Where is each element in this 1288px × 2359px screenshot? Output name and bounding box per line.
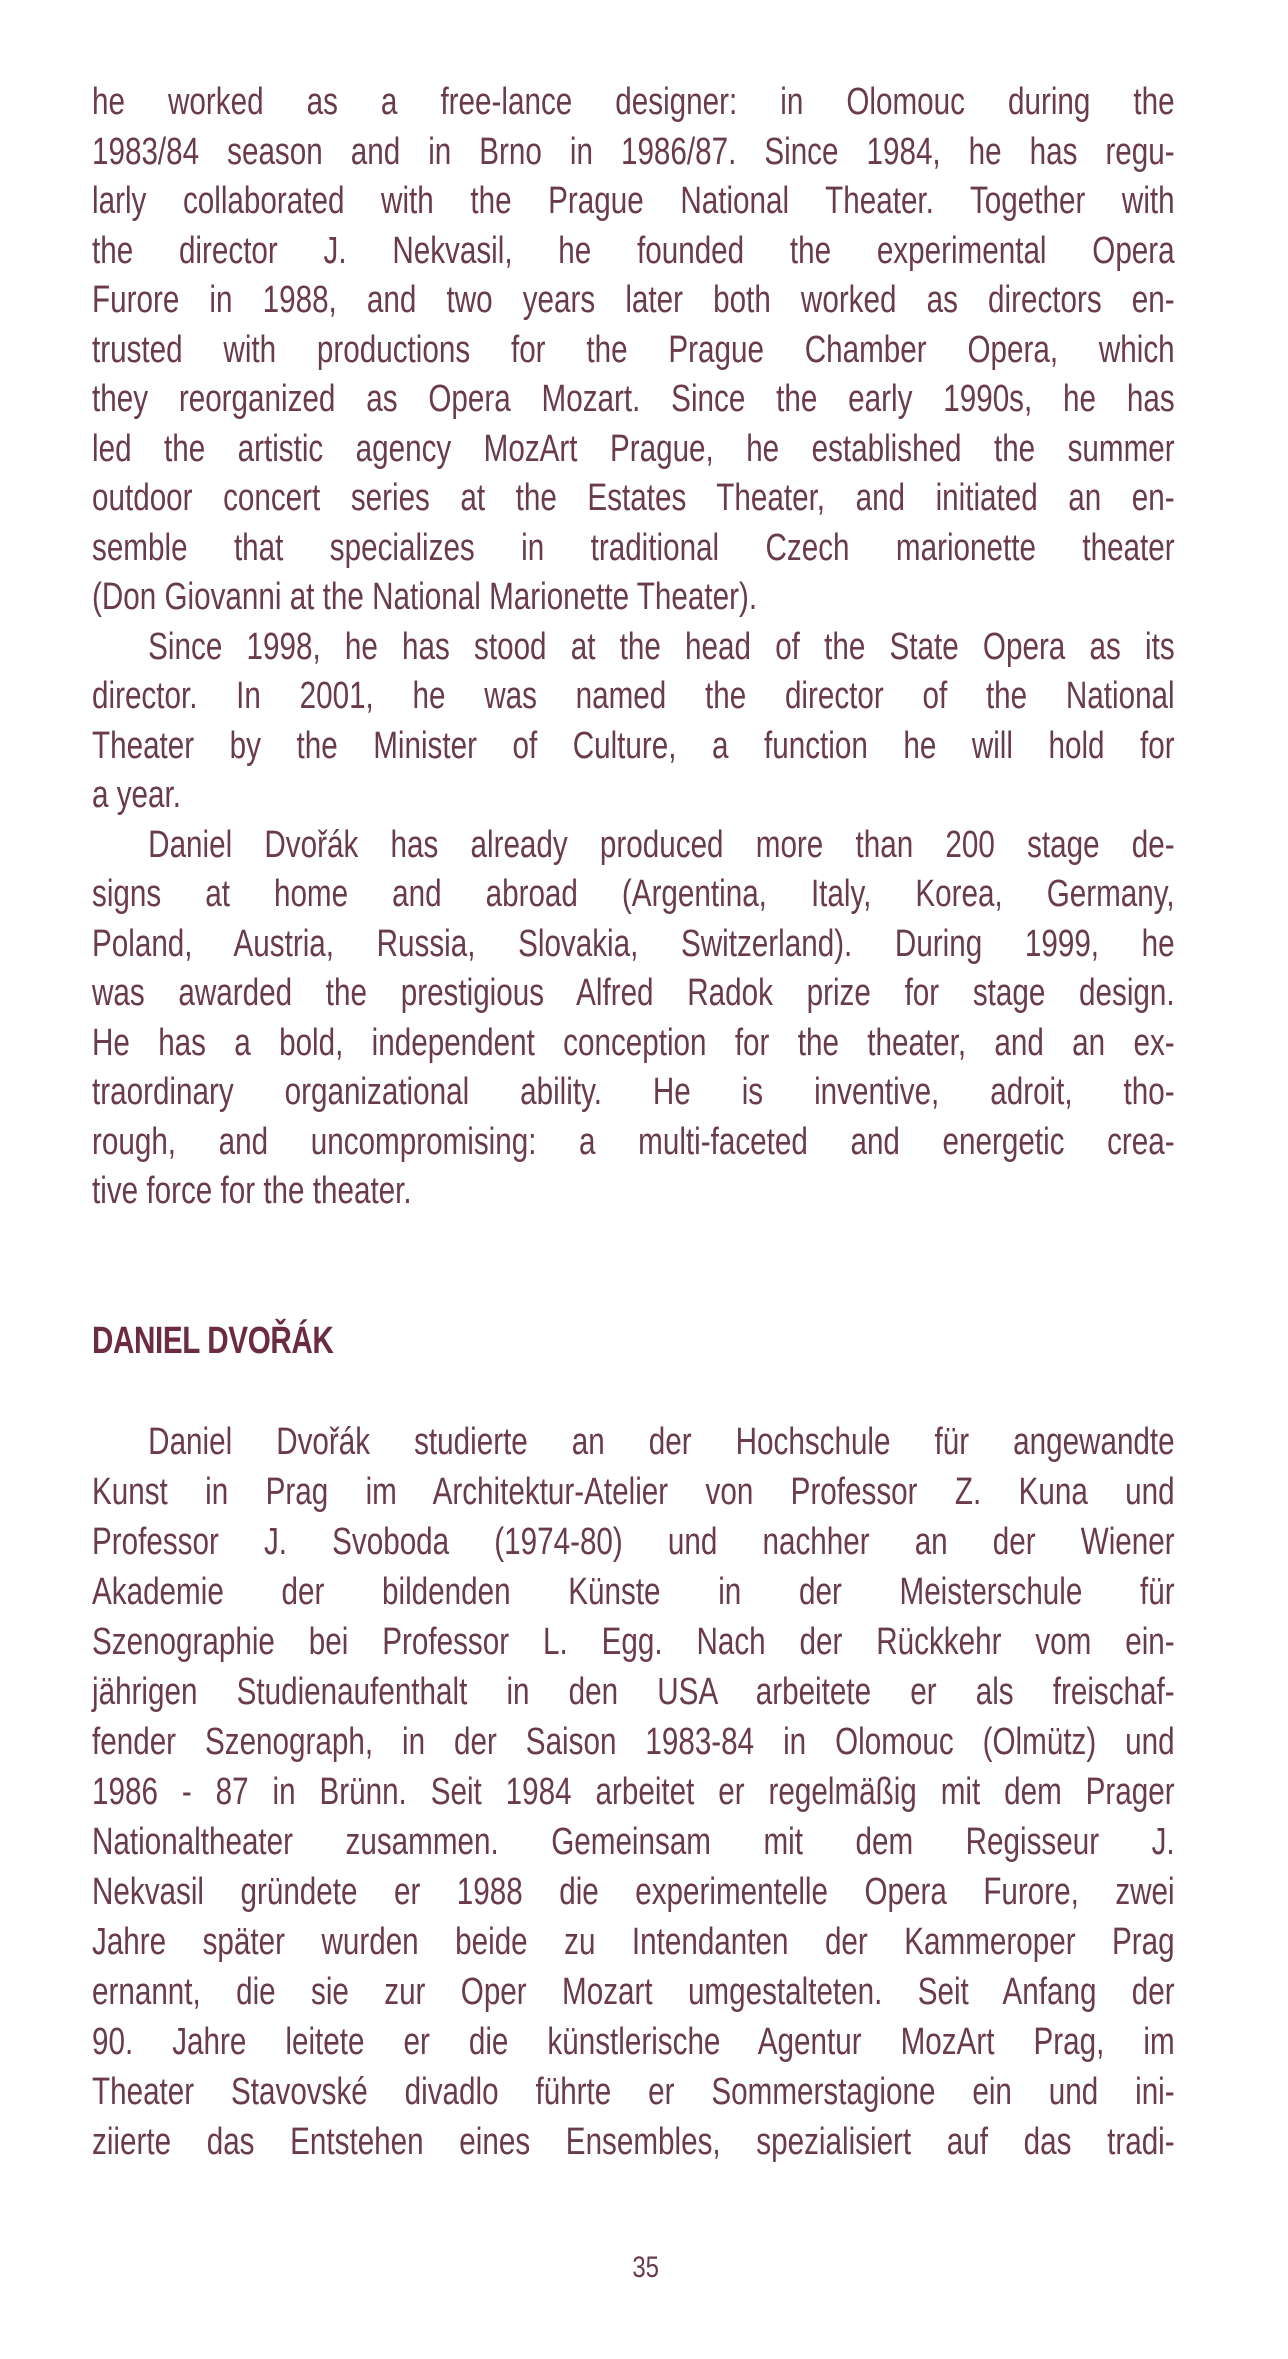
text-line: led the artistic agency MozArt Prague, he established the summer	[92, 427, 1175, 470]
text-line: He has a bold, independent conception for the theater, and an ex-	[92, 1021, 1175, 1064]
text-line: ziierte das Entstehen eines Ensembles, spezialisiert auf das tradi-	[92, 2121, 1175, 2163]
text-line: rough, and uncompromising: a multi-faceted and energetic crea-	[92, 1120, 1175, 1163]
text-line: Daniel Dvořák has already produced more than 200 stage de-	[148, 823, 1175, 866]
text-line: Professor J. Svoboda (1974-80) und nachher an der Wiener	[92, 1521, 1175, 1563]
text-line: Jahre später wurden beide zu Intendanten der Kammeroper Prag	[92, 1921, 1175, 1963]
text-line: traordinary organizational ability. He is inventive, adroit, tho-	[92, 1071, 1175, 1113]
text-line: signs at home and abroad (Argentina, Italy, Korea, Germany,	[92, 873, 1175, 915]
text-line: trusted with productions for the Prague Chamber Opera, which	[92, 328, 1175, 371]
text-line: Poland, Austria, Russia, Slovakia, Switzerland). During 1999, he	[92, 922, 1175, 965]
text-line: the director J. Nekvasil, he founded the experimental Opera	[92, 229, 1175, 272]
text-line: Nekvasil gründete er 1988 die experimentelle Opera Furore, zwei	[92, 1871, 1175, 1913]
paragraph	[92, 821, 1175, 1217]
text-line: semble that specializes in traditional Czech marionette theater	[92, 526, 1175, 569]
text-line: outdoor concert series at the Estates Theater, and initiated an en-	[92, 477, 1175, 519]
text-line: they reorganized as Opera Mozart. Since the early 1990s, he has	[92, 378, 1175, 420]
paragraph	[92, 1417, 1175, 2167]
text-line: was awarded the prestigious Alfred Radok prize for stage design.	[92, 972, 1175, 1014]
text-line: 90. Jahre leitete er die künstlerische Agentur MozArt Prag, im	[92, 2021, 1175, 2063]
german-biography	[92, 1417, 1175, 2167]
english-biography	[92, 78, 1175, 1217]
text-line: 1983/84 season and in Brno in 1986/87. Since 1984, he has regu-	[92, 130, 1175, 173]
text-line: he worked as a free-lance designer: in Olomouc during the	[92, 81, 1175, 123]
text-line: fender Szenograph, in der Saison 1983-84 in Olomouc (Olmütz) und	[92, 1721, 1175, 1763]
text-line: 1986 - 87 in Brünn. Seit 1984 arbeitet er regelmäßig mit dem Prager	[92, 1771, 1175, 1813]
text-line: Daniel Dvořák studierte an der Hochschule für angewandte	[148, 1421, 1175, 1463]
page-number: 35	[632, 2251, 660, 2284]
paragraph	[92, 623, 1175, 821]
text-line: ernannt, die sie zur Oper Mozart umgestalteten. Seit Anfang der	[92, 1971, 1175, 2013]
page-number-footer	[0, 2250, 1288, 2286]
text-line: tive force for the theater.	[92, 1170, 412, 1212]
section-heading: DANIEL DVOŘÁK	[92, 1320, 334, 1362]
paragraph	[92, 78, 1175, 623]
text-line: Akademie der bildenden Künste in der Meisterschule für	[92, 1571, 1175, 1613]
text-line: a year.	[92, 774, 181, 816]
text-line: Since 1998, he has stood at the head of the State Opera as its	[148, 625, 1175, 668]
text-line: (Don Giovanni at the National Marionette Theater).	[92, 576, 758, 618]
text-line: jährigen Studienaufenthalt in den USA arbeitete er als freischaf-	[92, 1671, 1175, 1713]
text-line: Theater by the Minister of Culture, a function he will hold for	[92, 724, 1175, 767]
text-line: Furore in 1988, and two years later both worked as directors en-	[92, 279, 1175, 321]
text-line: director. In 2001, he was named the director of the National	[92, 675, 1175, 717]
text-line: Szenographie bei Professor L. Egg. Nach der Rückkehr vom ein-	[92, 1621, 1175, 1663]
text-line: Nationaltheater zusammen. Gemeinsam mit dem Regisseur J.	[92, 1821, 1175, 1863]
text-line: larly collaborated with the Prague National Theater. Together with	[92, 180, 1175, 222]
text-line: Kunst in Prag im Architektur-Atelier von Professor Z. Kuna und	[92, 1471, 1175, 1513]
text-line: Theater Stavovské divadlo führte er Sommerstagione ein und ini-	[92, 2071, 1175, 2113]
